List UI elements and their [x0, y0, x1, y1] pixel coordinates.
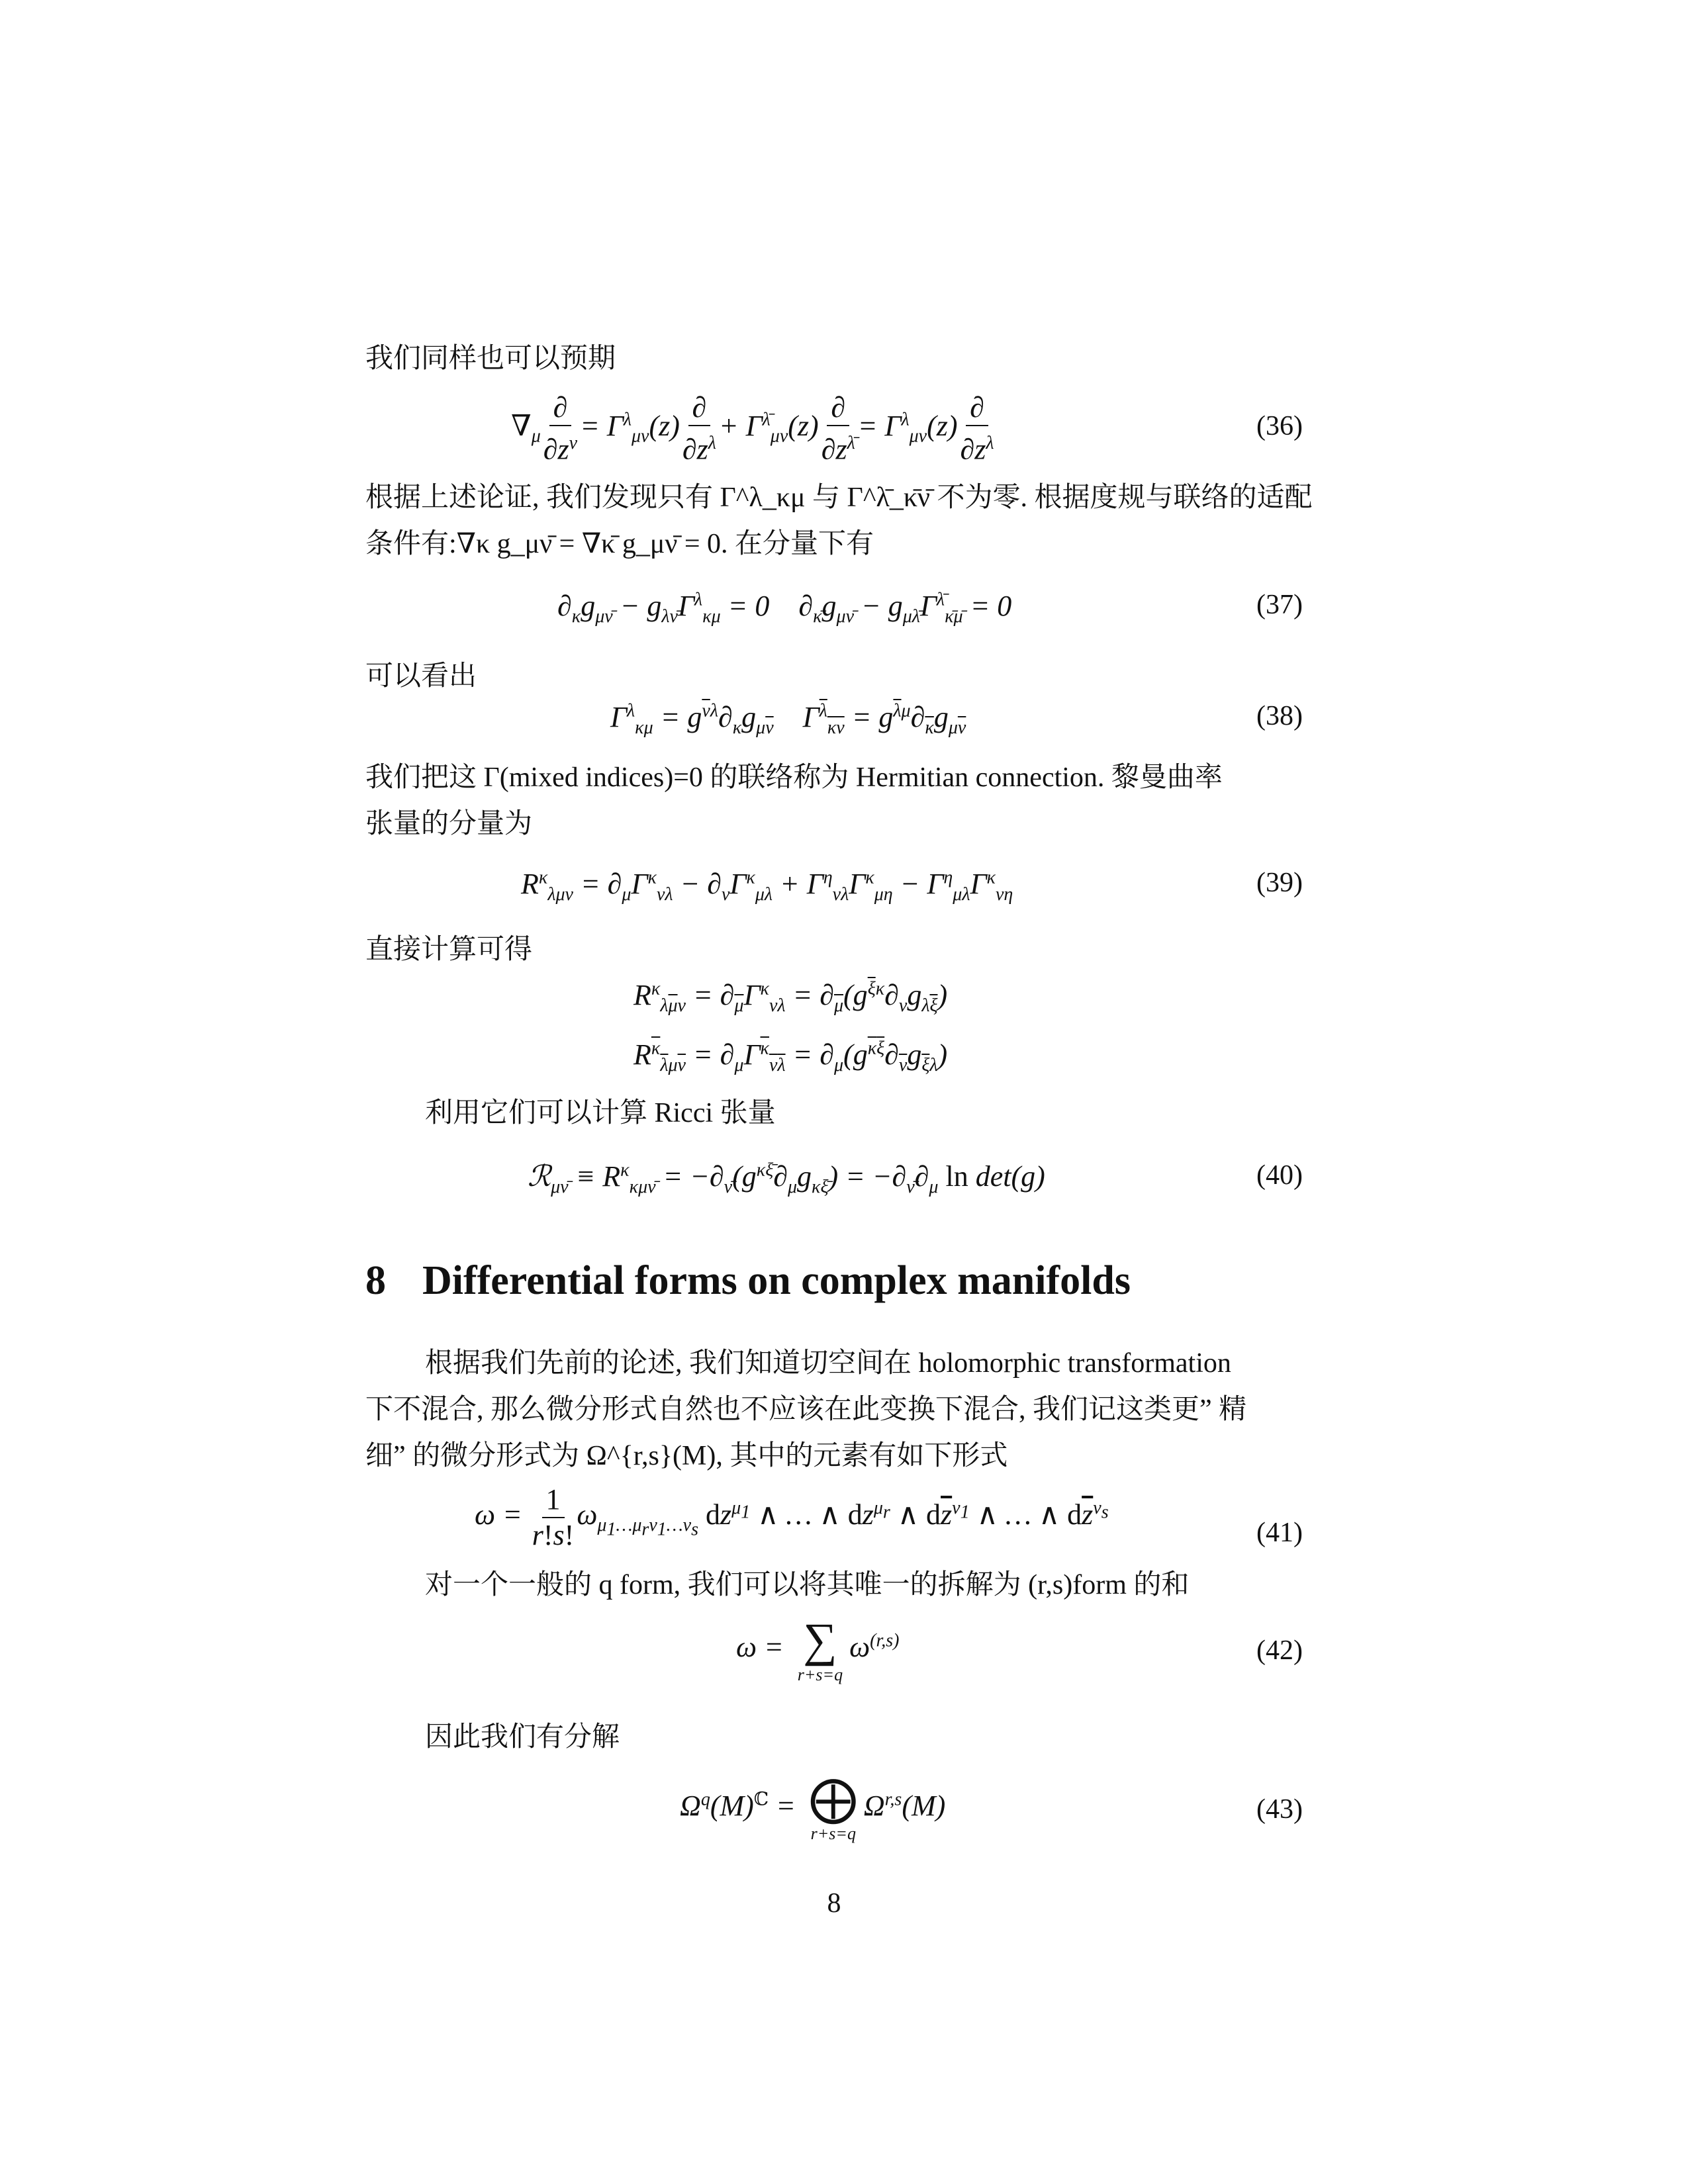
- equation-number: (39): [1256, 868, 1303, 898]
- equation-body: ℛ$_{\mu\nū}$ ≡ $R^\kappa_{\kappa\mu\nū} = -\partial_{\nū}(g^{\kappa\xī}\partial_\mu g_{\kappa\xī}) = -\partial_{\nū}\partial_\mu$ ln det(g): [528, 1160, 1045, 1197]
- equation-body: $\nabla_\mu$ $\frac{\partial}{\partial z^\nu}$ = $\Gamma^\lambda_{\mu\nu}(z)$ $\frac{\partial}{\partial z^\lambda}$ + $\Gamma^{\lambdā}_{\mu\nu}(z)$ $\frac{\partial}{\partial z^{\lambdā}}$ = $\Gamma^\lambda_{\mu\nu}(z)$ $\frac{\partial}{\partial z^\lambda}$: [511, 391, 994, 466]
- equation-body: $\Omega^q(M)^ℂ$ = ⨁ r+s=q Ω$^{r,s}$(M): [680, 1772, 946, 1843]
- equation-number: (36): [1256, 411, 1303, 441]
- equation-riemann-mixed-1: [365, 978, 1303, 1044]
- equation-number: (37): [1256, 590, 1303, 620]
- paragraph-text: 细” 的微分形式为 Ω^{r,s}(M), 其中的元素有如下形式: [365, 1441, 1008, 1471]
- equation-body: $\Gamma^\lambda_{\kappa\mu} = g^{\overline{\nu}\lambda}\partial_\kappa g_{\mu\overline{\nu}}$ $\Gamma^{\overline{\lambda}}_{\overline{\kappa\nu}} = g^{\overline{\lambda}\mu}\partial_{\overline{\kappa}}g_{\mu\overline{\nu}}$: [610, 700, 966, 738]
- equation-number: (42): [1256, 1635, 1303, 1666]
- paragraph-text: 根据我们先前的论述, 我们知道切空间在 holomorphic transformation: [425, 1348, 1231, 1379]
- equation-number: (41): [1256, 1518, 1303, 1548]
- paragraph-text: 下不混合, 那么微分形式自然也不应该在此变换下混合, 我们记这类更” 精: [365, 1394, 1247, 1425]
- equation-number: (38): [1256, 701, 1303, 731]
- equation-body: $\partial_\kappa g_{\mu\nū} - g_{\lambda\nū}\Gamma^\lambda_{\kappa\mu} = 0$ $\partial_{\kappā}g_{\mu\nū} - g_{\mu\lambdā}\Gamma^{\lambdā}_{\kappā\mū} = 0$: [557, 589, 1012, 627]
- section-number: 8: [365, 1258, 386, 1303]
- equation-40: [365, 1160, 1303, 1226]
- equation-number: (40): [1256, 1160, 1303, 1191]
- section-title: Differential forms on complex manifolds: [422, 1258, 1131, 1303]
- paragraph-text: 直接计算可得: [365, 934, 533, 965]
- paragraph-text: 因此我们有分解: [425, 1722, 620, 1752]
- equation-body: $R^{\overline{\kappa}}_{\overline{\lambda}\mu\overline{\nu}} = \partial_\mu\Gamma^{\overline{\kappa}}_{\overline{\nu}\overline{\lambda}} = \partial_\mu(g^{\overline{\kappa}\overline{\xi}}\partial_{\overline{\nu}}g_{\overline{\xi}\lambda})$: [633, 1038, 948, 1075]
- equation-body: ω = $\frac{1}{r!s!}$ $\omega_{\mu_1\dots\mu_r\nu_1\dots\nu_s}$ $dz^{\mu_1}$ ∧ … ∧ $dz^{\mu_r}$ ∧ $d\overline{z}^{\nu_1}$ ∧ … ∧ $d\overline{z}^{\nu_s}$: [475, 1483, 1109, 1551]
- equation-body: $R^\kappa_{\lambda\overline{\mu}\nu} = \partial_{\overline{\mu}}\Gamma^\kappa_{\nu\lambda} = \partial_{\overline{\mu}}(g^{\overline{\xi}\kappa}\partial_\nu g_{\lambda\overline{\xi}})$: [633, 978, 948, 1016]
- equation-38: [365, 700, 1303, 766]
- document-page: [365, 0, 1313, 2184]
- paragraph-text: 对一个一般的 q form, 我们可以将其唯一的拆解为 (r,s)form 的和: [425, 1570, 1190, 1600]
- equation-37: [365, 589, 1303, 655]
- paragraph-text: 我们把这 Γ(mixed indices)=0 的联络称为 Hermitian connection. 黎曼曲率: [365, 762, 1223, 793]
- equation-36: [365, 390, 1303, 466]
- paragraph-text: 我们同样也可以预期: [365, 343, 616, 374]
- paragraph-text: 条件有:∇κ g_μν̄ = ∇κ̄ g_μν̄ = 0. 在分量下有: [365, 529, 874, 559]
- section-heading: [365, 1257, 1131, 1304]
- equation-43: [365, 1772, 1303, 1843]
- paragraph-text: 可以看出: [365, 661, 477, 692]
- equation-body: $R^\kappa_{\lambda\mu\nu} = \partial_\mu\Gamma^\kappa_{\nu\lambda} - \partial_\nu\Gamma^\kappa_{\mu\lambda} + \Gamma^\eta_{\nu\lambda}\Gamma^\kappa_{\mu\eta} - \Gamma^\eta_{\mu\lambda}\Gamma^\kappa_{\nu\eta}$: [521, 867, 1013, 905]
- equation-41: [365, 1482, 1303, 1549]
- paragraph-text: 张量的分量为: [365, 809, 533, 839]
- page-number: 8: [827, 1888, 841, 1919]
- equation-42: [365, 1614, 1303, 1684]
- equation-body: ω = ∑ r+s=q $\omega^{(r,s)}$: [736, 1614, 900, 1684]
- equation-39: [365, 867, 1303, 933]
- paragraph-text: 利用它们可以计算 Ricci 张量: [425, 1098, 776, 1128]
- paragraph-text: 根据上述论证, 我们发现只有 Γ^λ_κμ 与 Γ^λ̄_κ̄ν̄ 不为零. 根据度规与联络的适配: [365, 482, 1313, 513]
- equation-number: (43): [1256, 1794, 1303, 1825]
